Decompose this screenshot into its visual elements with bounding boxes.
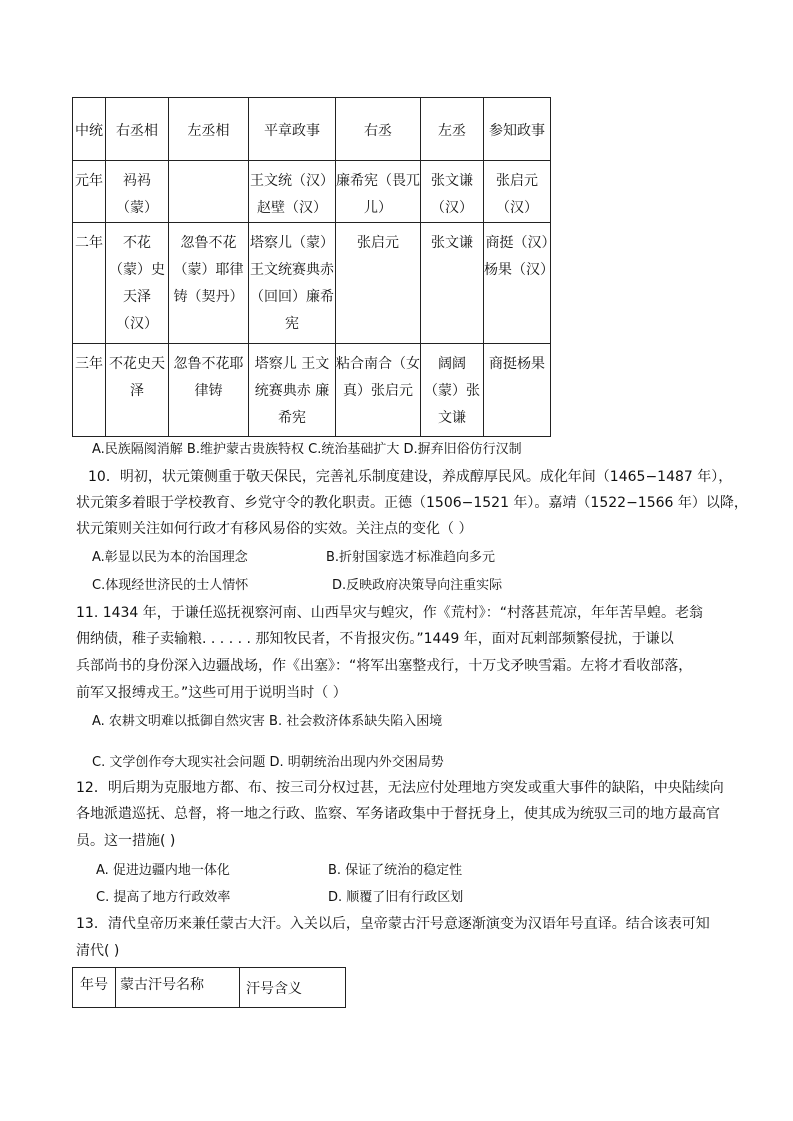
- table-cell: 阔阔（蒙）张文谦: [421, 344, 484, 437]
- q11-option-cd: C. 文学创作夸大现实社会问题 D. 明朝统治出现内外交困局势: [92, 755, 444, 770]
- q12-option-d: D. 顺覆了旧有行政区划: [328, 890, 464, 905]
- header-cell: 左丞相: [169, 98, 249, 161]
- table-cell: 三年: [73, 344, 106, 437]
- q12-option-a: A. 促进边疆内地一体化: [96, 863, 230, 878]
- header-cell: 右丞: [336, 98, 421, 161]
- table-cell: 王文统（汉）赵壁（汉）: [249, 161, 336, 223]
- table-cell: 祃祃（蒙）: [106, 161, 169, 223]
- table-cell: 不花史天泽: [106, 344, 169, 437]
- q12-line-1: 12．明后期为克服地方都、布、按三司分权过甚，无法应付处理地方突发或重大事件的缺陷，中央陆续向: [76, 780, 724, 796]
- table-cell: 忽鲁不花耶律铸: [169, 344, 249, 437]
- q11-line-2: 佣纳债，稚子卖输粮. . . . . . 那知牧民者，不肯报灾伤。”1449 年，面对瓦剌部频繁侵扰，于谦以: [76, 631, 674, 647]
- header-cell: 蒙古汗号名称: [116, 968, 240, 1008]
- header-cell: 参知政事: [484, 98, 551, 161]
- q12-line-3: 员。这一措施( ): [76, 833, 176, 849]
- table-cell: 商挺杨果: [484, 344, 551, 437]
- q11-line-1: 11. 1434 年，于谦任巡抚视察河南、山西旱灾与蝗灾，作《荒村》：“村落甚荒凉，年年苦旱蝗。老翁: [76, 605, 704, 621]
- table-cell: 张启元（汉）: [484, 161, 551, 223]
- khan-title-table: [72, 967, 346, 1008]
- officials-table: [72, 97, 554, 437]
- table-cell: 张启元: [336, 223, 421, 344]
- table-row: [73, 161, 551, 223]
- table-cell: 塔察儿 王文统赛典赤 廉希宪: [249, 344, 336, 437]
- table-cell: 二年: [73, 223, 106, 344]
- q10-option-a: A.彰显以民为本的治国理念: [92, 550, 248, 565]
- q10-option-c: C.体现经世济民的士人情怀: [92, 578, 249, 593]
- q10-option-d: D.反映政府决策导向注重实际: [332, 578, 503, 593]
- table-cell: [169, 161, 249, 223]
- q12-option-b: B. 保证了统治的稳定性: [328, 863, 463, 878]
- table-cell: 粘合南合（女真）张启元: [336, 344, 421, 437]
- header-cell: 右丞相: [106, 98, 169, 161]
- table-cell: 张文谦: [421, 223, 484, 344]
- table-row: [73, 344, 551, 437]
- header-cell: 平章政事: [249, 98, 336, 161]
- q12-option-c: C. 提高了地方行政效率: [96, 890, 231, 905]
- q13-line-1: 13．清代皇帝历来兼任蒙古大汗。入关以后，皇帝蒙古汗号意逐渐演变为汉语年号直译。结合该表可知: [76, 916, 710, 932]
- q10-option-b: B.折射国家选才标准趋向多元: [326, 550, 496, 565]
- q13-line-2: 清代( ): [76, 943, 120, 959]
- table-cell: 不花（蒙）史天泽（汉）: [106, 223, 169, 344]
- q11-option-ab: A. 农耕文明难以抵御自然灾害 B. 社会救济体系缺失陷入困境: [92, 714, 443, 729]
- q10-line-2: 状元策多着眼于学校教育、乡党守令的教化职责。正德（1506−1521 年）。嘉靖（1522−1566 年）以降，: [76, 495, 748, 511]
- table-cell: 塔察儿（蒙）王文统赛典赤（回回）廉希宪: [249, 223, 336, 344]
- table-cell: 忽鲁不花（蒙）耶律铸（契丹）: [169, 223, 249, 344]
- q9-options: A.民族隔阂消解 B.维护蒙古贵族特权 C.统治基础扩大 D.摒弃旧俗仿行汉制: [92, 442, 522, 457]
- q10-line-3: 状元策则关注如何行政才有移风易俗的实效。关注点的变化（ ）: [76, 521, 473, 537]
- header-cell: 中统: [73, 98, 106, 161]
- table-cell: 廉希宪（畏兀儿）: [336, 161, 421, 223]
- q12-line-2: 各地派遣巡抚、总督，将一地之行政、监察、军务诸政集中于督抚身上，使其成为统驭三司的地方最高官: [76, 806, 720, 822]
- q11-line-3: 兵部尚书的身份深入边疆战场，作《出塞》：“将军出塞整戎行，十万戈矛映雪霜。左将才看收部落，: [76, 658, 693, 674]
- header-cell: 汗号含义: [240, 968, 346, 1008]
- table-row: [73, 223, 551, 344]
- q10-line-1: 10．明初，状元策侧重于敬天保民，完善礼乐制度建设，养成醇厚民风。成化年间（1465−1487 年），: [88, 469, 733, 485]
- table-cell: 张文谦（汉）: [421, 161, 484, 223]
- header-cell: 年号: [73, 968, 116, 1008]
- table-cell: 元年: [73, 161, 106, 223]
- header-cell: 左丞: [421, 98, 484, 161]
- q11-line-4: 前军又报缚戎王。”这些可用于说明当时（ ）: [76, 685, 347, 701]
- table-cell: 商挺（汉）杨果（汉）: [484, 223, 551, 344]
